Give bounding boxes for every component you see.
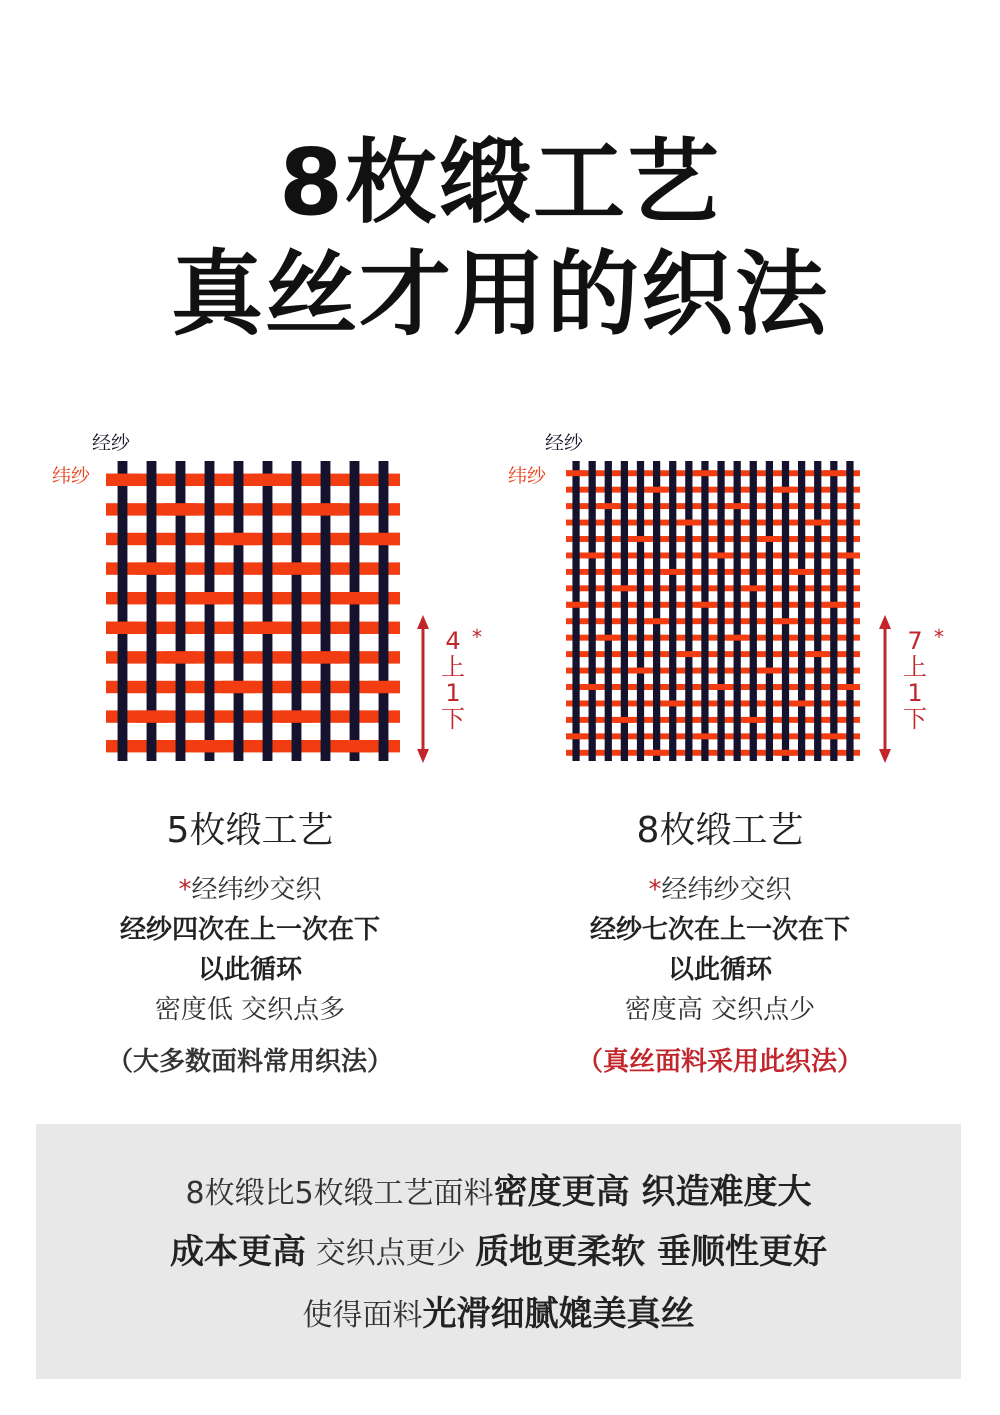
weft-float xyxy=(251,474,284,486)
weft-float xyxy=(338,740,371,752)
weft-float xyxy=(566,470,586,476)
warp-thread xyxy=(685,461,692,761)
weft-float xyxy=(647,750,667,756)
weft-float xyxy=(630,668,650,674)
warp-thread xyxy=(766,461,773,761)
warp-thread xyxy=(621,461,628,761)
warp-thread xyxy=(263,461,273,761)
ratio-over-count: 7 xyxy=(907,627,923,655)
weft-float xyxy=(566,733,586,739)
weft-float xyxy=(280,562,313,574)
density-text: 密度低 交织点多 xyxy=(154,995,346,1025)
warp-label: 经纱 xyxy=(545,432,584,454)
weft-float xyxy=(759,536,779,542)
weft-float xyxy=(582,552,602,558)
interlace-text: 经纬纱交织 xyxy=(661,875,792,905)
weft-float xyxy=(309,503,342,515)
weft-float xyxy=(614,717,634,723)
weft-float xyxy=(775,750,795,756)
warp-thread xyxy=(572,461,579,761)
weft-float xyxy=(695,602,715,608)
ratio-under-count: 1 xyxy=(445,679,461,707)
weft-float xyxy=(727,503,747,509)
weft-float xyxy=(630,536,650,542)
weft-float xyxy=(679,651,699,657)
weft-float xyxy=(840,684,860,690)
weft-float xyxy=(251,622,284,634)
warp-thread xyxy=(637,461,644,761)
section-title: 5枚缎工艺 xyxy=(166,810,334,851)
weft-float xyxy=(106,622,139,634)
weft-float xyxy=(808,520,828,526)
ratio-over-text: 上 xyxy=(441,653,465,681)
weft-float xyxy=(647,487,667,493)
weft-float xyxy=(614,585,634,591)
ratio-over-count: 4 xyxy=(445,627,461,655)
weft-float xyxy=(663,700,683,706)
weft-float xyxy=(824,733,844,739)
section-title: 8枚缎工艺 xyxy=(636,810,804,851)
summary-line-1 xyxy=(36,1164,961,1213)
warp-thread xyxy=(717,461,724,761)
cycle-text: 以此循环 xyxy=(197,955,302,985)
weft-float xyxy=(367,533,400,545)
weft-label: 纬纱 xyxy=(52,465,91,487)
double-arrow-icon xyxy=(417,615,429,763)
warp-thread xyxy=(653,461,660,761)
warp-description: 经纱七次在上一次在下 xyxy=(589,915,850,945)
weft-float xyxy=(582,684,602,690)
interlace-text: 经纬纱交织 xyxy=(191,875,322,905)
weft-float xyxy=(824,470,844,476)
weft-float xyxy=(711,684,731,690)
summary-line-2 xyxy=(36,1224,961,1273)
summary-text: 使得面料 xyxy=(302,1298,423,1333)
warp-description: 经纱四次在上一次在下 xyxy=(119,915,380,945)
usage-note: （大多数面料常用织法） xyxy=(106,1047,393,1077)
weft-float xyxy=(695,470,715,476)
weft-label: 纬纱 xyxy=(508,465,547,487)
asterisk: * xyxy=(178,875,192,905)
weft-float xyxy=(222,533,255,545)
ratio-under-text: 下 xyxy=(903,705,927,733)
warp-thread xyxy=(669,461,676,761)
ratio-under-text: 下 xyxy=(441,705,465,733)
weft-float xyxy=(367,681,400,693)
density-text: 密度高 交织点少 xyxy=(624,995,816,1025)
weft-float xyxy=(193,740,226,752)
weft-float xyxy=(135,562,168,574)
weft-float xyxy=(663,569,683,575)
weft-float xyxy=(222,681,255,693)
weft-float xyxy=(135,710,168,722)
weft-float xyxy=(792,700,812,706)
weave-diagram-8-satin xyxy=(500,425,980,785)
warp-thread xyxy=(589,461,596,761)
page-title-line2: 真丝才用的织法 xyxy=(170,241,829,348)
warp-thread xyxy=(701,461,708,761)
weft-float xyxy=(280,710,313,722)
warp-thread xyxy=(118,461,128,761)
weft-float xyxy=(647,618,667,624)
weft-float xyxy=(679,520,699,526)
weft-float xyxy=(743,717,763,723)
asterisk: * xyxy=(648,875,662,905)
summary-highlight: 成本更高 xyxy=(170,1232,307,1272)
weft-float xyxy=(840,552,860,558)
weft-float xyxy=(775,487,795,493)
weft-float xyxy=(792,569,812,575)
weft-float xyxy=(598,503,618,509)
double-arrow-icon xyxy=(879,615,891,763)
warp-thread xyxy=(830,461,837,761)
description-5-satin xyxy=(20,808,480,1082)
ratio-under-count: 1 xyxy=(907,679,923,707)
page-title-line1: 8枚缎工艺 xyxy=(278,129,721,236)
weft-float xyxy=(808,651,828,657)
weft-float xyxy=(338,592,371,604)
usage-note: （真丝面料采用此织法） xyxy=(576,1047,863,1077)
warp-thread xyxy=(350,461,360,761)
summary-highlight: 密度更高 织造难度大 xyxy=(493,1172,812,1212)
weft-float xyxy=(598,635,618,641)
ratio-asterisk: * xyxy=(934,625,944,649)
weft-float xyxy=(309,651,342,663)
warp-thread xyxy=(798,461,805,761)
description-8-satin xyxy=(490,808,950,1082)
weft-float xyxy=(106,474,139,486)
weft-float xyxy=(775,618,795,624)
warp-label: 经纱 xyxy=(92,432,131,454)
weft-float xyxy=(711,552,731,558)
weft-float xyxy=(164,651,197,663)
warp-thread xyxy=(814,461,821,761)
interlace-line xyxy=(20,870,480,910)
warp-thread xyxy=(846,461,853,761)
ratio-label xyxy=(438,625,482,733)
summary-highlight: 光滑细腻媲美真丝 xyxy=(422,1294,695,1334)
weft-float xyxy=(727,635,747,641)
summary-line-3 xyxy=(36,1286,961,1335)
weave-diagram-5-satin xyxy=(40,425,520,785)
warp-thread xyxy=(782,461,789,761)
warp-thread xyxy=(750,461,757,761)
weft-float xyxy=(824,602,844,608)
weft-float xyxy=(164,503,197,515)
warp-thread xyxy=(205,461,215,761)
summary-panel xyxy=(36,1124,961,1379)
summary-text: 交织点更少 xyxy=(306,1236,476,1271)
warp-thread xyxy=(379,461,389,761)
cycle-text: 以此循环 xyxy=(667,955,772,985)
ratio-asterisk: * xyxy=(472,625,482,649)
summary-highlight: 质地更柔软 垂顺性更好 xyxy=(475,1232,827,1272)
weft-float xyxy=(566,602,586,608)
weft-float xyxy=(743,585,763,591)
ratio-label xyxy=(900,625,944,733)
summary-text: 8枚缎比5枚缎工艺面料 xyxy=(185,1176,494,1211)
weft-float xyxy=(193,592,226,604)
weft-float xyxy=(695,733,715,739)
interlace-line xyxy=(490,870,950,910)
warp-thread xyxy=(234,461,244,761)
weft-float xyxy=(759,668,779,674)
ratio-over-text: 上 xyxy=(903,653,927,681)
